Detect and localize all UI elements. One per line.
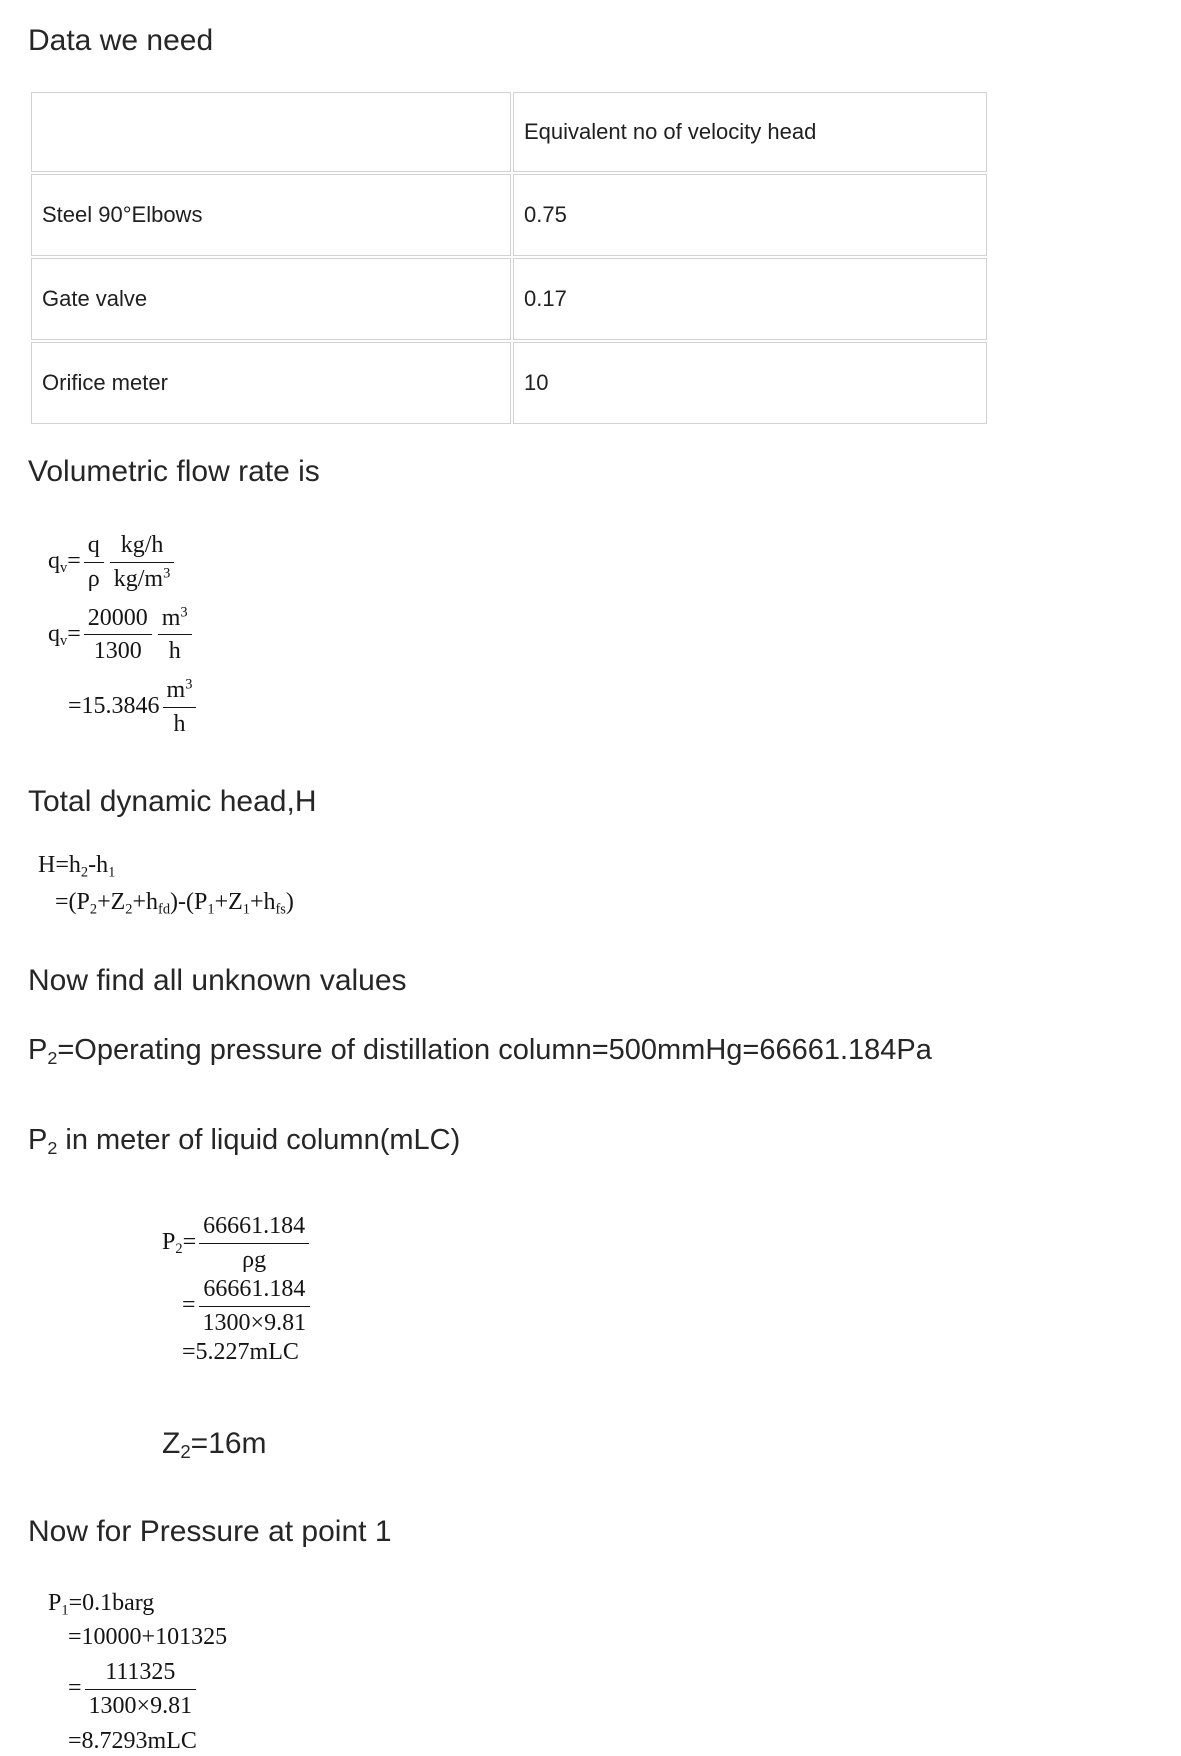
formula-qv-definition: $q_v=$ $\frac{q}{\rho}$ $\frac{kg/h}{kg/m^3}$ <box>48 531 1181 594</box>
fraction-m3-h-result: $\frac{m^3}{h}$ <box>163 676 197 739</box>
table-row-orifice-meter <box>31 342 987 424</box>
velocity-head-table <box>29 90 989 426</box>
formula-p1-result: =8.7293mLC <box>68 1727 197 1754</box>
formula-block-total-head <box>38 851 1181 917</box>
formula-qv-values: $q_v=$ $\frac{20000}{1300}$ $\frac{m^3}{h}$ <box>48 604 1181 667</box>
table-header-row <box>31 92 987 172</box>
statement-z2: $Z_2=16m$ <box>162 1427 267 1463</box>
table-row-gate-valve <box>31 258 987 340</box>
row-label-cell: Steel 90°Elbows <box>31 174 511 256</box>
formula-head-expanded: $=(P_2+Z_2+h_{fd})-(P_1+Z_1+h_{fs})$ <box>55 888 294 917</box>
formula-p1-sum: =10000+101325 <box>68 1624 228 1651</box>
fraction-m3-h: $\frac{m^3}{h}$ <box>158 604 192 667</box>
formula-p2-numeric: = $\frac{66661.184}{1300\times 9.81}$ <box>182 1275 1181 1338</box>
formula-p1-barg: $P_1=0.1barg$ <box>48 1589 155 1618</box>
heading-total-dynamic-head: Total dynamic head,H <box>28 784 317 818</box>
fraction-p2-numeric: $\frac{66661.184}{1300\times 9.81}$ <box>199 1275 311 1338</box>
fraction-q-rho: $\frac{q}{\rho}$ <box>84 531 104 594</box>
heading-volumetric-flow: Volumetric flow rate is <box>28 455 320 488</box>
heading-data-we-need: Data we need <box>28 24 214 57</box>
fraction-p2-rho-g: $\frac{66661.184}{\rho g}$ <box>199 1212 309 1275</box>
table-row-steel-elbows <box>31 174 987 256</box>
fraction-p1-numeric: $\frac{111325}{1300\times 9.81}$ <box>85 1658 197 1721</box>
formula-block-p2 <box>162 1212 1181 1366</box>
table-header-empty-cell <box>31 92 511 172</box>
fraction-20000-1300: $\frac{20000}{1300}$ <box>84 604 152 667</box>
formula-p1-fraction: = $\frac{111325}{1300\times 9.81}$ <box>68 1658 1181 1721</box>
formula-block-volumetric-flow <box>48 531 1181 739</box>
heading-now-pressure-point1: Now for Pressure at point 1 <box>28 1514 392 1548</box>
fraction-units-kg: $\frac{kg/h}{kg/m^3}$ <box>110 531 175 594</box>
row-value-cell: 0.17 <box>513 258 987 340</box>
formula-head-difference: $H=h_2-h_1$ <box>38 851 116 881</box>
statement-p2-mlc: $P_2$ in meter of liquid column(mLC) <box>28 1124 461 1159</box>
formula-p2-rho-g: $P_2=$ $\frac{66661.184}{\rho g}$ <box>162 1212 1181 1275</box>
formula-qv-result: =15.3846 $\frac{m^3}{h}$ <box>68 676 1181 739</box>
row-value-cell: 10 <box>513 342 987 424</box>
table-header-velocity-cell: Equivalent no of velocity head <box>513 92 987 172</box>
row-value-cell: 0.75 <box>513 174 987 256</box>
heading-now-find-unknowns: Now find all unknown values <box>28 964 407 998</box>
formula-block-p1 <box>48 1589 1181 1756</box>
formula-p2-result: =5.227mLC <box>182 1338 299 1365</box>
statement-p2-operating-pressure: $P_2=Operating$ pressure of distillation column=500mmHg=66661.184Pa <box>28 1034 932 1069</box>
row-label-cell: Orifice meter <box>31 342 511 424</box>
row-label-cell: Gate valve <box>31 258 511 340</box>
